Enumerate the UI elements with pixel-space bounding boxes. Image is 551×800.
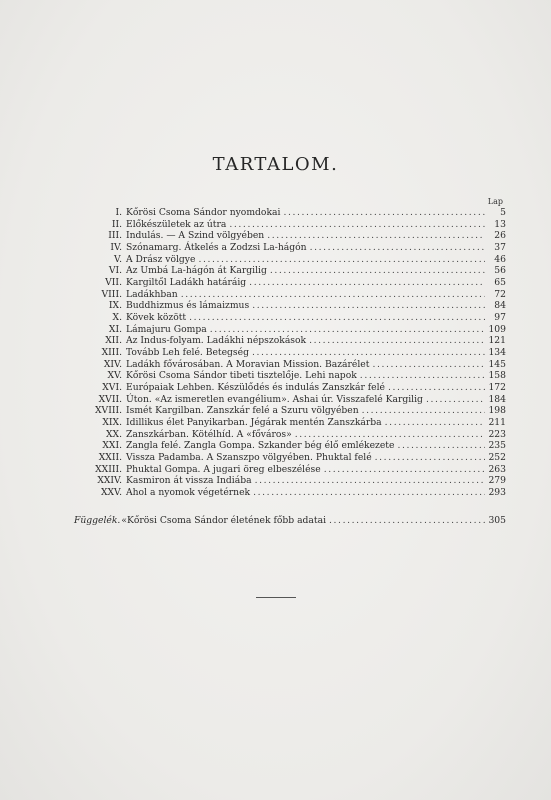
- toc-entry: [70, 417, 506, 429]
- chapter-title: Előkészületek az útra: [126, 218, 227, 230]
- chapter-number: VII.: [105, 277, 122, 289]
- chapter-page: 26: [494, 230, 506, 242]
- toc-entry: [70, 440, 506, 452]
- chapter-page: 279: [488, 475, 506, 487]
- toc-entry: [70, 300, 506, 312]
- chapter-page: 293: [488, 487, 506, 499]
- chapter-page: 252: [488, 452, 506, 464]
- separator-rule: [256, 597, 296, 598]
- toc-entry: [70, 324, 506, 336]
- toc-entry: [70, 312, 506, 324]
- leader-dots: [210, 324, 485, 336]
- chapter-title: Lámajuru Gompa: [126, 323, 207, 335]
- chapter-page: 72: [494, 288, 506, 300]
- chapter-title: Úton. «Az ismeretlen evangélium». Ashai úr. Visszafelé Kargilig: [126, 393, 423, 405]
- chapter-title: Zanszkárban. Kötélhíd. A «főváros»: [126, 428, 292, 440]
- chapter-number: XIX.: [102, 417, 122, 429]
- toc-entry: [70, 394, 506, 406]
- chapter-title: Európaiak Lehben. Készülődés és indulás Zanszkár felé: [126, 382, 385, 394]
- chapter-number: XVII.: [98, 393, 122, 405]
- chapter-page: 158: [488, 370, 506, 382]
- toc-entry: [70, 475, 506, 487]
- chapter-page: 97: [494, 312, 506, 324]
- leader-dots: [360, 370, 485, 382]
- chapter-title: Ahol a nyomok végetérnek: [126, 487, 251, 499]
- chapter-title: Ladákh fővárosában. A Moravian Mission. Bazárélet: [126, 358, 370, 370]
- leader-dots: [426, 394, 485, 406]
- leader-dots: [283, 207, 485, 219]
- chapter-page: 211: [488, 417, 506, 429]
- toc-entry: [70, 464, 506, 476]
- chapter-number: XII.: [105, 335, 122, 347]
- chapter-title: Szónamarg. Átkelés a Zodzsi La-hágón: [126, 242, 307, 254]
- chapter-number: II.: [111, 218, 122, 230]
- chapter-page: 223: [488, 428, 506, 440]
- chapter-title: Vissza Padamba. A Szanszpo völgyében. Phuktal felé: [126, 452, 372, 464]
- chapter-title: Tovább Leh felé. Betegség: [126, 347, 249, 359]
- toc-entry: [70, 487, 506, 499]
- leader-dots: [267, 230, 485, 242]
- chapter-title: A Drász völgye: [126, 253, 196, 265]
- chapter-number: VI.: [108, 265, 122, 277]
- appendix-title: «Kőrösi Csoma Sándor életének főbb adatai: [121, 515, 327, 526]
- chapter-page: 13: [494, 218, 506, 230]
- chapter-number: XX.: [105, 428, 122, 440]
- leader-dots: [249, 277, 485, 289]
- chapter-page: 84: [494, 300, 506, 312]
- chapter-page: 56: [494, 265, 506, 277]
- leader-dots: [329, 515, 485, 526]
- leader-dots: [397, 440, 485, 452]
- chapter-title: Kargiltől Ladákh határáig: [126, 277, 247, 289]
- chapter-page: 65: [494, 277, 506, 289]
- toc-entry: [70, 335, 506, 347]
- toc-entry: [70, 219, 506, 231]
- chapter-title: Kőrösi Csoma Sándor nyomdokai: [126, 207, 281, 218]
- chapter-number: III.: [108, 230, 122, 242]
- chapter-title: Kasmiron át vissza Indiába: [126, 475, 252, 487]
- chapter-page: 37: [494, 242, 506, 254]
- chapter-title: Az Umbá La-hágón át Kargilig: [126, 265, 267, 277]
- leader-dots: [252, 347, 485, 359]
- leader-dots: [310, 242, 485, 254]
- appendix-label: Függelék.: [74, 515, 121, 526]
- toc-entry: [70, 289, 506, 301]
- chapter-number: XI.: [108, 323, 122, 335]
- toc-entry: [70, 429, 506, 441]
- toc-entry: [70, 405, 506, 417]
- chapter-title: Buddhizmus és lámaizmus: [126, 300, 250, 312]
- chapter-number: XVI.: [102, 382, 122, 394]
- chapter-title: Phuktal Gompa. A jugari öreg elbeszélése: [126, 463, 321, 475]
- toc-entry: [70, 452, 506, 464]
- leader-dots: [324, 464, 485, 476]
- toc-entry: [70, 265, 506, 277]
- chapter-title: Idillikus élet Panyikarban. Jégárak mentén Zanszkárba: [126, 417, 382, 429]
- chapter-number: X.: [112, 312, 122, 324]
- chapter-title: Zangla felé. Zangla Gompa. Szkander bég élő emlékezete: [126, 440, 395, 452]
- chapter-number: VIII.: [101, 288, 122, 300]
- leader-dots: [270, 265, 485, 277]
- chapter-page: 109: [488, 323, 506, 335]
- chapter-page: 46: [494, 253, 506, 265]
- leader-dots: [362, 405, 485, 417]
- table-of-contents: [70, 207, 506, 499]
- chapter-page: 184: [488, 393, 506, 405]
- chapter-page: 121: [488, 335, 506, 347]
- chapter-number: XV.: [107, 370, 122, 382]
- toc-entry: [70, 370, 506, 382]
- leader-dots: [229, 219, 485, 231]
- leader-dots: [255, 475, 485, 487]
- page-title: TARTALOM.: [212, 154, 339, 175]
- chapter-page: 263: [488, 463, 506, 475]
- chapter-number: XXIV.: [97, 475, 122, 487]
- toc-entry: [70, 207, 506, 219]
- appendix-entry: [74, 515, 506, 526]
- leader-dots: [372, 359, 485, 371]
- toc-entry: [70, 359, 506, 371]
- chapter-number: XXV.: [100, 487, 122, 499]
- toc-entry: [70, 277, 506, 289]
- leader-dots: [375, 452, 485, 464]
- toc-entry: [70, 347, 506, 359]
- chapter-page: 235: [488, 440, 506, 452]
- chapter-title: Az Indus-folyam. Ladákhi népszokások: [126, 335, 307, 347]
- chapter-number: XXIII.: [95, 463, 122, 475]
- toc-entry: [70, 242, 506, 254]
- leader-dots: [309, 335, 485, 347]
- chapter-page: 5: [500, 207, 506, 218]
- leader-dots: [388, 382, 485, 394]
- chapter-number: IV.: [110, 242, 122, 254]
- chapter-number: XXI.: [102, 440, 122, 452]
- chapter-page: 134: [488, 347, 506, 359]
- chapter-title: Kőrösi Csoma Sándor tibeti tisztelője. Lehi napok: [126, 370, 357, 382]
- chapter-number: XVIII.: [95, 405, 122, 417]
- toc-entry: [70, 230, 506, 242]
- leader-dots: [252, 300, 485, 312]
- chapter-number: XIV.: [103, 358, 122, 370]
- leader-dots: [295, 429, 485, 441]
- chapter-number: I.: [115, 207, 122, 218]
- chapter-number: XXII.: [98, 452, 122, 464]
- appendix-page: 305: [488, 515, 506, 526]
- chapter-title: Ismét Kargilban. Zanszkár felé a Szuru völgyében: [126, 405, 359, 417]
- page-column-label: Lap: [487, 197, 503, 206]
- toc-entry: [70, 254, 506, 266]
- chapter-title: Ladákhban: [126, 288, 178, 300]
- leader-dots: [253, 487, 485, 499]
- chapter-page: 172: [488, 382, 506, 394]
- leader-dots: [189, 312, 485, 324]
- chapter-number: XIII.: [101, 347, 122, 359]
- chapter-title: Kövek között: [126, 312, 187, 324]
- chapter-number: IX.: [108, 300, 122, 312]
- chapter-title: Indulás. — A Szind völgyében: [126, 230, 265, 242]
- leader-dots: [385, 417, 485, 429]
- chapter-page: 198: [488, 405, 506, 417]
- chapter-page: 145: [488, 358, 506, 370]
- chapter-number: V.: [114, 253, 122, 265]
- leader-dots: [198, 254, 485, 266]
- leader-dots: [181, 289, 485, 301]
- toc-entry: [70, 382, 506, 394]
